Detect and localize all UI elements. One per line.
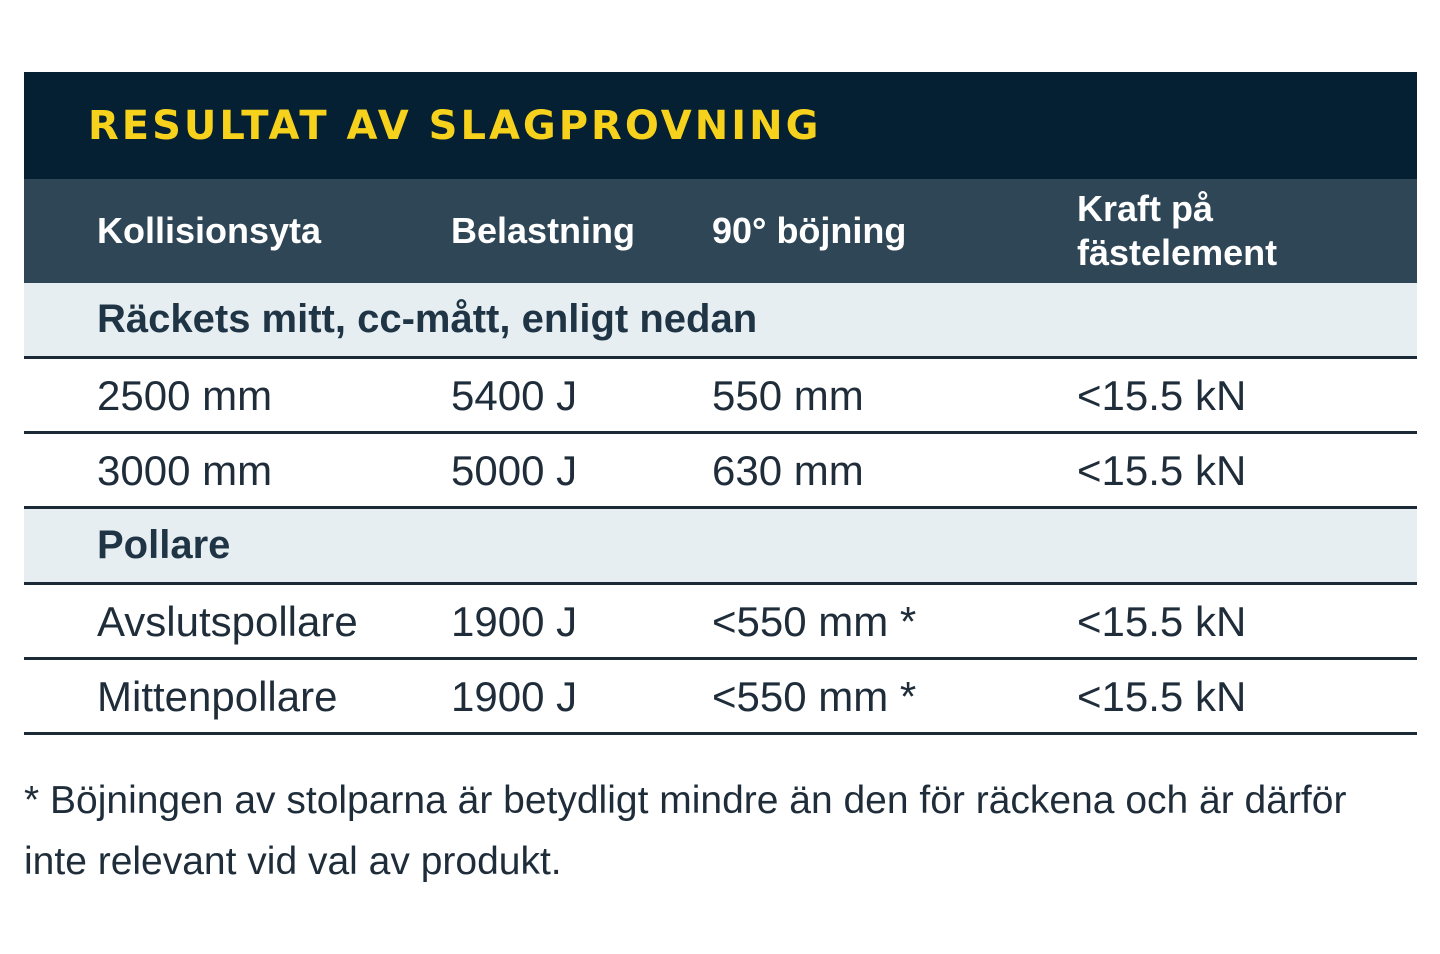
cell-kraft: <15.5 kN — [1077, 372, 1247, 419]
title-bar — [24, 72, 1417, 179]
cell-kollisionsyta: Mittenpollare — [97, 673, 338, 720]
section-heading-rackets-mitt — [24, 283, 1417, 359]
cell-kraft: <15.5 kN — [1077, 673, 1247, 720]
table-row — [24, 359, 1417, 434]
column-header-kollisionsyta: Kollisionsyta — [97, 210, 322, 251]
column-header-row — [24, 179, 1417, 283]
footnote: * Böjningen av stolparna är betydligt mindre än den för räckena och är därför inte relevant vid val av produkt. — [24, 779, 1347, 883]
cell-bojning: <550 mm * — [712, 598, 917, 645]
cell-kraft: <15.5 kN — [1077, 447, 1247, 494]
cell-belastning: 1900 J — [451, 598, 578, 645]
cell-belastning: 1900 J — [451, 673, 578, 720]
section-heading-label: Räckets mitt, cc-mått, enligt nedan — [97, 297, 758, 341]
table-row — [24, 660, 1417, 735]
cell-kollisionsyta: 3000 mm — [97, 447, 273, 494]
section-heading-label: Pollare — [97, 523, 231, 567]
section-heading-pollare — [24, 509, 1417, 585]
table-row — [24, 434, 1417, 509]
results-table — [24, 72, 1417, 735]
column-header-kraft: Kraft på fästelement — [1077, 188, 1278, 273]
table-title: RESULTAT AV SLAGPROVNING — [88, 102, 822, 149]
cell-bojning: 550 mm — [712, 372, 864, 419]
column-header-belastning: Belastning — [451, 210, 636, 251]
cell-belastning: 5400 J — [451, 372, 578, 419]
cell-bojning: <550 mm * — [712, 673, 917, 720]
cell-kraft: <15.5 kN — [1077, 598, 1247, 645]
table-row — [24, 585, 1417, 660]
cell-bojning: 630 mm — [712, 447, 864, 494]
cell-belastning: 5000 J — [451, 447, 578, 494]
cell-kollisionsyta: Avslutspollare — [97, 598, 358, 645]
column-header-bojning: 90° böjning — [712, 210, 907, 251]
cell-kollisionsyta: 2500 mm — [97, 372, 273, 419]
